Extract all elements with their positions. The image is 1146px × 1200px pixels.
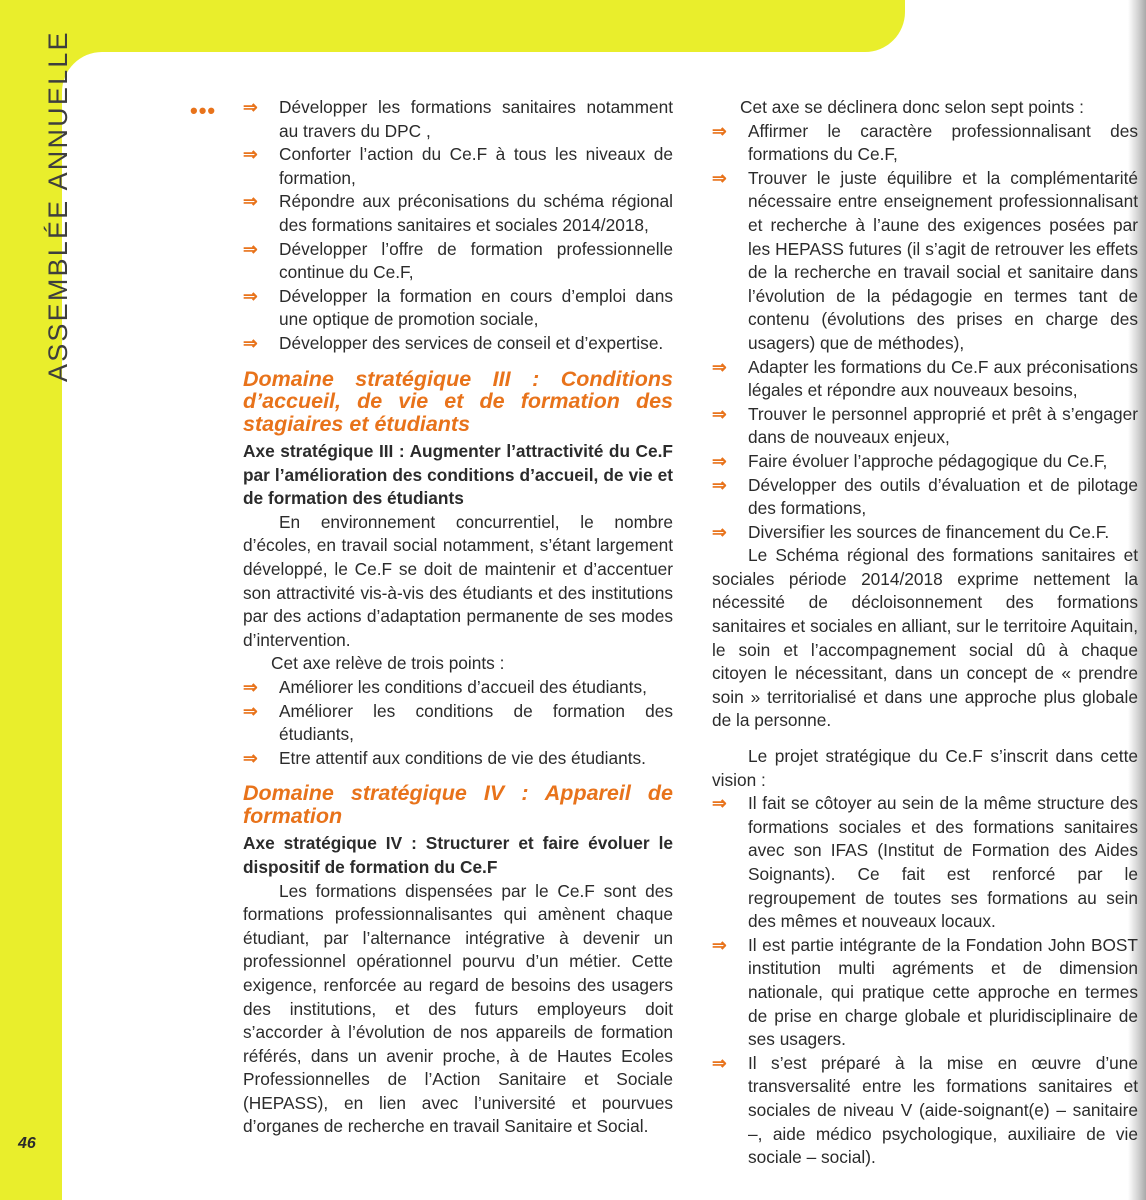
arrow-icon: ⇒ xyxy=(712,793,727,814)
arrow-icon: ⇒ xyxy=(243,144,258,165)
schema-paragraph: Le Schéma régional des formations sanitaires et sociales période 2014/2018 exprime nettement la nécessité de décloisonnement des formations sanitaires et sociales en alliant, sur le territoire Aquitain, le soin et l’accompagnement social dû à chaque citoyen le nécessitant, dans un concept de « prendre soin » territorialisé et dans une approche plus globale de la personne. xyxy=(712,545,1138,731)
arrow-icon: ⇒ xyxy=(712,474,727,495)
projet-intro: Le projet stratégique du Ce.F s’inscrit dans cette vision : xyxy=(712,746,1138,790)
header-band xyxy=(0,0,905,52)
axe3-heading: Axe stratégique III : Augmenter l’attractivité du Ce.F par l’amélioration des conditions d’accueil, de vie et de formation des étudiants xyxy=(243,441,673,509)
vision-bullet-list xyxy=(712,792,1138,1170)
arrow-icon: ⇒ xyxy=(712,403,727,424)
seven-points-intro: Cet axe se déclinera donc selon sept points : xyxy=(740,97,1084,117)
list-item: ⇒ Améliorer les conditions d’accueil des étudiants, xyxy=(243,676,673,700)
list-item: ⇒ Développer l’offre de formation professionnelle continue du Ce.F, xyxy=(243,238,673,283)
list-item: ⇒ Adapter les formations du Ce.F aux préconisations légales et répondre aux nouveaux besoins, xyxy=(712,356,1138,401)
arrow-icon: ⇒ xyxy=(712,120,727,141)
list-item: ⇒ Affirmer le caractère professionnalisant des formations du Ce.F, xyxy=(712,120,1138,165)
list-item: ⇒ Trouver le juste équilibre et la complémentarité nécessaire entre enseignement professionnalisant et recherche à l’aune des exigences posées par les HEPASS futures (il s’agit de retrouver les effets de la recherche en travail social et sanitaire dans l’évolution de la pédagogie en termes tant de contenu (évolutions des prises en charge des usagers) que de méthodes), xyxy=(712,167,1138,353)
arrow-icon: ⇒ xyxy=(243,332,258,353)
domain4-heading: Domaine stratégique IV : Appareil de formation xyxy=(243,781,673,828)
list-item: ⇒ Développer des services de conseil et d’expertise. xyxy=(243,332,673,356)
seven-points-list xyxy=(712,120,1138,545)
list-item: ⇒ Répondre aux préconisations du schéma régional des formations sanitaires et sociales 2014/2018, xyxy=(243,191,673,235)
axe3-bullet-list xyxy=(243,676,673,770)
list-item: ⇒ Il est partie intégrante de la Fondation John BOST institution multi agréments et de dimension nationale, qui pratique cette approche en termes de prise en charge globale et pluridisciplinaire de ses usagers. xyxy=(712,934,1138,1050)
arrow-icon: ⇒ xyxy=(243,191,258,212)
domain3-heading: Domaine stratégique III : Conditions d’accueil, de vie et de formation des stagiaires et étudiants xyxy=(243,366,673,436)
arrow-icon: ⇒ xyxy=(712,934,727,955)
list-item: ⇒ Développer des outils d’évaluation et de pilotage des formations, xyxy=(712,474,1138,519)
list-item: ⇒ Conforter l’action du Ce.F à tous les niveaux de formation, xyxy=(243,144,673,188)
side-title: ASSEMBLÉE ANNUELLE xyxy=(43,30,73,382)
intro-bullet-list xyxy=(243,96,673,356)
arrow-icon: ⇒ xyxy=(243,285,258,306)
list-item: ⇒ Trouver le personnel approprié et prêt à s’engager dans de nouveaux enjeux, xyxy=(712,403,1138,448)
arrow-icon: ⇒ xyxy=(712,1052,727,1073)
list-item: ⇒ Développer la formation en cours d’emploi dans une optique de promotion sociale, xyxy=(243,285,673,330)
arrow-icon: ⇒ xyxy=(712,450,727,471)
band-corner-cut xyxy=(62,52,142,132)
list-item: ⇒ Etre attentif aux conditions de vie des étudiants. xyxy=(243,747,673,771)
page-number: 46 xyxy=(18,1135,36,1152)
arrow-icon: ⇒ xyxy=(712,167,727,188)
list-item: ⇒ Il fait se côtoyer au sein de la même structure des formations sociales et des formations sanitaires avec son IFAS (Institut de Formation des Aides Soignants). Ce fait est renforcé par le regroupement de toutes ses formations au sein des mêmes et nouveaux locaux. xyxy=(712,793,1138,932)
arrow-icon: ⇒ xyxy=(712,356,727,377)
left-column xyxy=(243,96,673,1139)
arrow-icon: ⇒ xyxy=(243,676,258,697)
right-column xyxy=(712,96,1138,1170)
axe3-paragraph: En environnement concurrentiel, le nombre d’écoles, en travail social notamment, s’étant largement développé, le Ce.F se doit de maintenir et d’accentuer son attractivité vis-à-vis des étudiants et des institutions par des actions d’adaptation permanente de ses modes d’intervention. xyxy=(243,511,673,650)
arrow-icon: ⇒ xyxy=(712,521,727,542)
axe4-heading: Axe stratégique IV : Structurer et faire évoluer le dispositif de formation du Ce.F xyxy=(243,833,673,877)
list-item: ⇒ Il s’est préparé à la mise en œuvre d’une transversalité entre les formations sanitaires et sociales de niveau V (aide-soignant(e) – sanitaire –, aide médico psychologique, auxiliaire de vie sociale – social). xyxy=(712,1052,1138,1168)
bullet-dots-icon: ••• xyxy=(190,98,217,123)
list-item: ⇒ Faire évoluer l’approche pédagogique du Ce.F, xyxy=(712,450,1138,474)
list-item: ⇒ Diversifier les sources de financement du Ce.F. xyxy=(712,521,1138,545)
axe3-intro: Cet axe relève de trois points : xyxy=(271,653,505,674)
arrow-icon: ⇒ xyxy=(243,747,258,768)
list-item: ⇒ Développer les formations sanitaires notamment au travers du DPC , xyxy=(243,97,673,141)
axe4-paragraph: Les formations dispensées par le Ce.F sont des formations professionnalisantes qui amènent chaque étudiant, par l’alternance intégrative à devenir un professionnel opérationnel pourvu d’un métier. Cette exigence, renforcée au regard de besoins des usagers des institutions, et des futurs employeurs doit s’accorder à l’évolution de nos appareils de formation référés, dans un avenir proche, à de Hautes Ecoles Professionnelles de l’Action Sanitaire et Sociale (HEPASS), en lien avec l’université et pourvues d’organes de recherche en travail Sanitaire et Social. xyxy=(243,880,673,1137)
arrow-icon: ⇒ xyxy=(243,97,258,117)
arrow-icon: ⇒ xyxy=(243,238,258,259)
arrow-icon: ⇒ xyxy=(243,700,258,721)
list-item: ⇒ Améliorer les conditions de formation des étudiants, xyxy=(243,700,673,745)
